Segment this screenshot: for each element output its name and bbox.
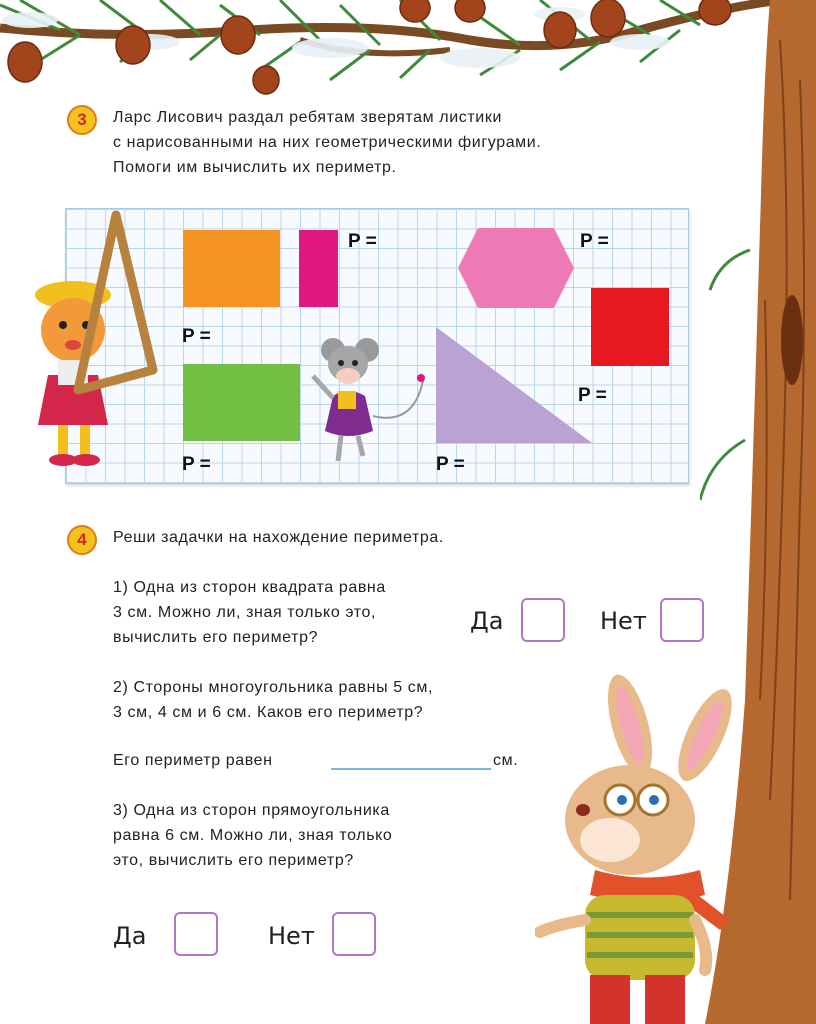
lavender-triangle-shape [436,327,592,443]
question-1-text: 1) Одна из сторон квадрата равна 3 см. Можно ли, зная только это, вычислить его периметр? [113,579,386,646]
question-2-answer-unit: см. [493,752,519,769]
question-3-text: 3) Одна из сторон прямоугольника равна 6 см. Можно ли, зная только это, вычислить его периметр? [113,802,393,869]
perimeter-label: P = [436,454,465,475]
question-3-no-checkbox[interactable] [332,912,376,956]
perimeter-label: P = [348,231,377,252]
red-square-shape [591,288,669,366]
green-rectangle-shape [183,364,300,441]
answer-no-label: Нет [600,607,647,635]
answer-yes-label: Да [470,607,504,635]
magenta-rectangle-shape [299,230,338,307]
pine-branch-illustration [0,0,816,110]
perimeter-label: P = [182,326,211,347]
orange-square-shape [183,230,280,307]
answer-yes-label: Да [113,922,147,950]
perimeter-label: P = [580,231,609,252]
task-number-badge: 3 [67,105,97,135]
answer-no-label: Нет [268,922,315,950]
task-3-text: Ларс Лисович раздал ребятам зверятам листики с нарисованными на них геометрическими фигурами. Помоги им вычислить их периметр. [113,109,542,176]
question-2-answer-prefix: Его периметр равен [113,752,273,769]
question-2-answer-input[interactable] [331,768,491,770]
perimeter-label: P = [182,454,211,475]
task-4-intro: Реши задачки на нахождение периметра. [113,529,444,546]
mouse-character-illustration [303,336,433,466]
perimeter-label: P = [578,385,607,406]
girl-with-triangle-illustration [18,210,163,475]
question-1-no-checkbox[interactable] [660,598,704,642]
pink-hexagon-shape [458,228,574,308]
question-1-yes-checkbox[interactable] [521,598,565,642]
task-number-badge: 4 [67,525,97,555]
question-2-text: 2) Стороны многоугольника равны 5 см, 3 см, 4 см и 6 см. Каков его периметр? [113,679,434,721]
bunny-character-illustration [535,670,735,1024]
question-3-yes-checkbox[interactable] [174,912,218,956]
